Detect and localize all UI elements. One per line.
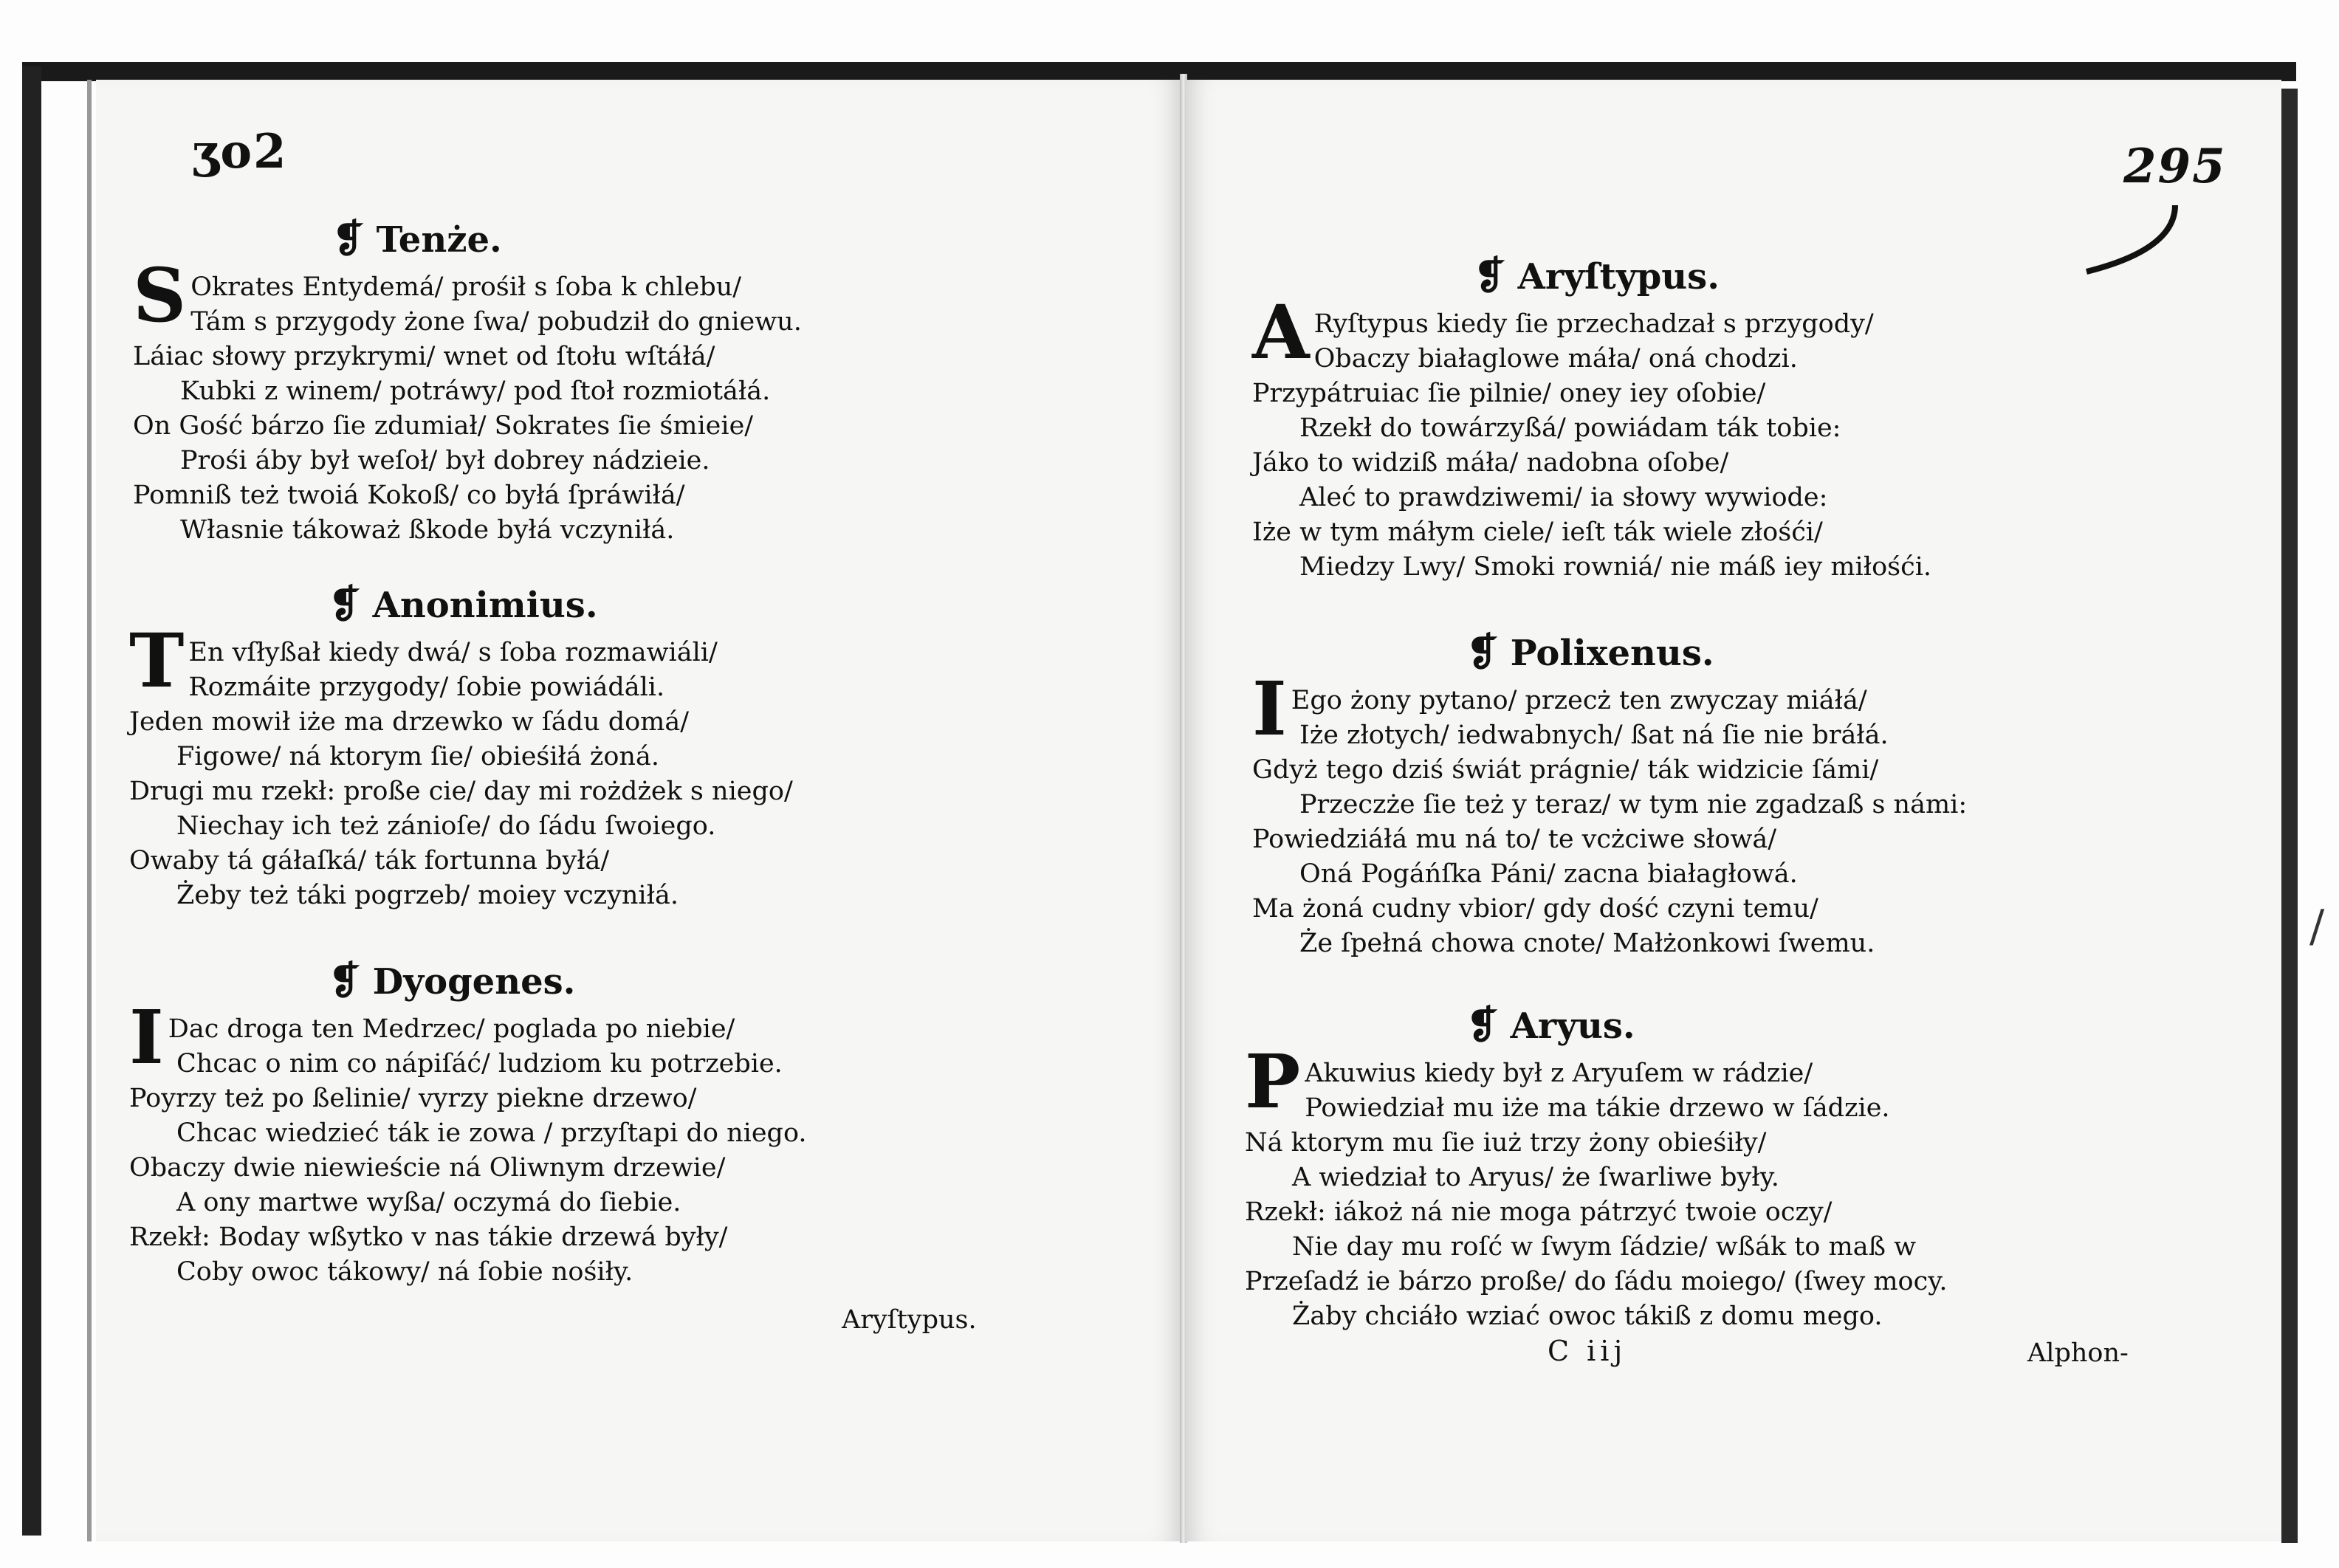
- poem-line: Obaczy białaglowe máła/ oná chodzi.: [1313, 344, 1798, 374]
- poem-line: Przeczże ſie też y teraz/ w tym nie zgadzaß s námi:: [1299, 790, 1968, 819]
- poem-line: Obaczy dwie niewieście ná Oliwnym drzewie/: [129, 1153, 726, 1183]
- poem-line: Powiedział mu iże ma tákie drzewo w ſádzie.: [1305, 1093, 1890, 1123]
- poem-line: Gdyż tego dziś świát prágnie/ ták widzicie ſámi/: [1252, 755, 1879, 785]
- poem-line: Jeden mowił iże ma drzewko w ſádu domá/: [129, 707, 690, 737]
- poem-line: Láiac słowy przykrymi/ wnet od ſtołu wſtáłá/: [133, 342, 715, 371]
- poem-polixenus: [1252, 630, 2281, 961]
- poem-line: Że ſpełná chowa cnote/ Małżonkowi ſwemu.: [1299, 929, 1875, 958]
- poem-line: Rozmáite przygody/ ſobie powiádáli.: [188, 673, 665, 702]
- poem-line: Aleć to prawdziwemi/ ia słowy wywiode:: [1299, 483, 1828, 512]
- dropcap: P: [1245, 1038, 1301, 1125]
- poem-line: Przypátruiac ſie pilnie/ oney iey oſobie/: [1252, 379, 1766, 408]
- poem-line: Przeſadź ie bárzo proße/ do ſádu moiego/ (ſwey mocy.: [1245, 1267, 1948, 1296]
- poem-line: Owaby tá gáłaſká/ ták fortunna byłá/: [129, 846, 610, 876]
- book-left-edge: [22, 66, 41, 1536]
- poem-line: Ego żony pytano/ przecż ten zwyczay miáłá/: [1291, 686, 1867, 715]
- poem-line: Ná ktorym mu ſie iuż trzy żony obieśiły/: [1245, 1128, 1767, 1158]
- poem-title: ❡ Aryſtypus.: [1474, 253, 1720, 298]
- poem-line: Akuwius kiedy był z Aryuſem w rádzie/: [1305, 1059, 1813, 1088]
- dropcap: I: [1252, 665, 1287, 752]
- book-right-edge: [2281, 89, 2298, 1543]
- left-page: [96, 80, 1181, 1541]
- poem-title: ❡ Dyogenes.: [329, 958, 576, 1003]
- poem-line: Chcac wiedzieć ták ie zowa / przyſtapi do niego.: [176, 1118, 807, 1148]
- poem-line: Figowe/ ná ktorym ſie/ obieśiłá żoná.: [176, 742, 659, 771]
- poem-line: En vſłyßał kiedy dwá/ s ſoba rozmawiáli/: [188, 638, 718, 667]
- poem-aryus: [1245, 1003, 2278, 1334]
- poem-line: Niechay ich też zánioſe/ do ſádu ſwoiego.: [176, 811, 716, 841]
- catchword: Aryſtypus.: [842, 1305, 977, 1335]
- poem-line: Ma żoná cudny vbior/ gdy dość czyni temu/: [1252, 894, 1818, 924]
- poem-line: Iże złotych/ iedwabnych/ ßat ná ſie nie bráłá.: [1299, 721, 1889, 750]
- poem-line: Jáko to widziß máła/ nadobna oſobe/: [1252, 448, 1729, 478]
- pilcrow-icon: ❡: [329, 958, 361, 1003]
- poem-line: Dac droga ten Medrzec/ poglada po niebie/: [168, 1014, 735, 1044]
- poem-line: Miedzy Lwy/ Smoki rowniá/ nie máß iey miłośći.: [1299, 552, 1932, 582]
- poem-line: Chcac o nim co nápiſáć/ ludziom ku potrzebie.: [176, 1049, 783, 1079]
- poem-line: Drugi mu rzekł: proße cie/ day mi rożdżek s niego/: [129, 777, 793, 806]
- poem-line: Prośi áby był weſoł/ był dobrey nádzieie.: [180, 446, 710, 475]
- right-page: [1186, 80, 2281, 1541]
- pilcrow-icon: ❡: [332, 216, 365, 261]
- poem-line: Pomniß też twoiá Kokoß/ co byłá ſpráwiłá/: [133, 481, 685, 510]
- poem-line: Ryſtypus kiedy ſie przechadzał s przygody/: [1313, 309, 1874, 339]
- poem-dyogenes: [129, 958, 1163, 1290]
- dropcap: T: [129, 617, 185, 704]
- poem-title: ❡ Aryus.: [1466, 1003, 1635, 1048]
- margin-fragment-mark: /: [2309, 901, 2325, 952]
- signature-mark: C iij: [1548, 1335, 1627, 1367]
- pilcrow-icon: ❡: [1466, 630, 1499, 675]
- dropcap: A: [1252, 289, 1310, 376]
- poem-line: Własnie tákoważ ßkode byłá vczyniłá.: [180, 515, 675, 545]
- page-border-line: [87, 80, 92, 1541]
- poem-title: ❡ Tenże.: [332, 216, 502, 261]
- poem-line: Rzekł: iákoż ná nie moga pátrzyć twoie oczy/: [1245, 1197, 1833, 1227]
- poem-line: Oná Pogáńſka Páni/ zacna białagłowá.: [1299, 859, 1798, 889]
- poem-line: Coby owoc tákowy/ ná ſobie nośiły.: [176, 1257, 633, 1287]
- dropcap: I: [129, 994, 164, 1081]
- poem-title: ❡ Anonimius.: [329, 582, 598, 627]
- poem-anonimius: [129, 582, 1163, 913]
- book-top-edge: [22, 62, 2296, 81]
- pilcrow-icon: ❡: [329, 582, 361, 627]
- poem-line: A wiedział to Aryus/ że ſwarliwe były.: [1292, 1163, 1779, 1192]
- poem-line: Powiedziáłá mu ná to/ te vcżciwe słowá/: [1252, 825, 1777, 854]
- poem-title: ❡ Polixenus.: [1466, 630, 1714, 675]
- poem-line: Nie day mu roſć w ſwym ſádzie/ wßák to maß w: [1292, 1232, 1917, 1262]
- page-number: 295: [2123, 139, 2227, 194]
- catchword: Alphon-: [2027, 1338, 2129, 1368]
- poem-line: Żeby też táki pogrzeb/ moiey vczyniłá.: [176, 881, 679, 910]
- dropcap: S: [133, 252, 187, 339]
- poem-line: Okrates Entydemá/ prośił s ſoba k chlebu/: [190, 272, 742, 302]
- poem-line: Kubki z winem/ potráwy/ pod ſtoł rozmiotáłá.: [180, 376, 771, 406]
- poem-tenze: [133, 216, 1167, 548]
- poem-line: Rzekł: Boday wßytko v nas tákie drzewá były/: [129, 1223, 728, 1252]
- page-number: ʒo2: [192, 124, 288, 179]
- poem-arystypus: [1252, 253, 2281, 585]
- pilcrow-icon: ❡: [1466, 1003, 1499, 1048]
- poem-line: Poyrzy też po ßelinie/ vyrzy piekne drzewo/: [129, 1084, 697, 1113]
- poem-line: On Gość bárzo ſie zdumiał/ Sokrates ſie śmieie/: [133, 411, 754, 441]
- pilcrow-icon: ❡: [1474, 253, 1506, 298]
- poem-line: Żaby chciáło wziać owoc tákiß z domu mego.: [1292, 1301, 1883, 1331]
- poem-line: Tám s przygody żone ſwa/ pobudził do gniewu.: [190, 307, 802, 337]
- poem-line: Iże w tym máłym ciele/ ieſt ták wiele złośći/: [1252, 517, 1823, 547]
- poem-line: Rzekł do towárzyßá/ powiádam ták tobie:: [1299, 413, 1841, 443]
- poem-line: A ony martwe wyßa/ oczymá do ſiebie.: [176, 1188, 681, 1217]
